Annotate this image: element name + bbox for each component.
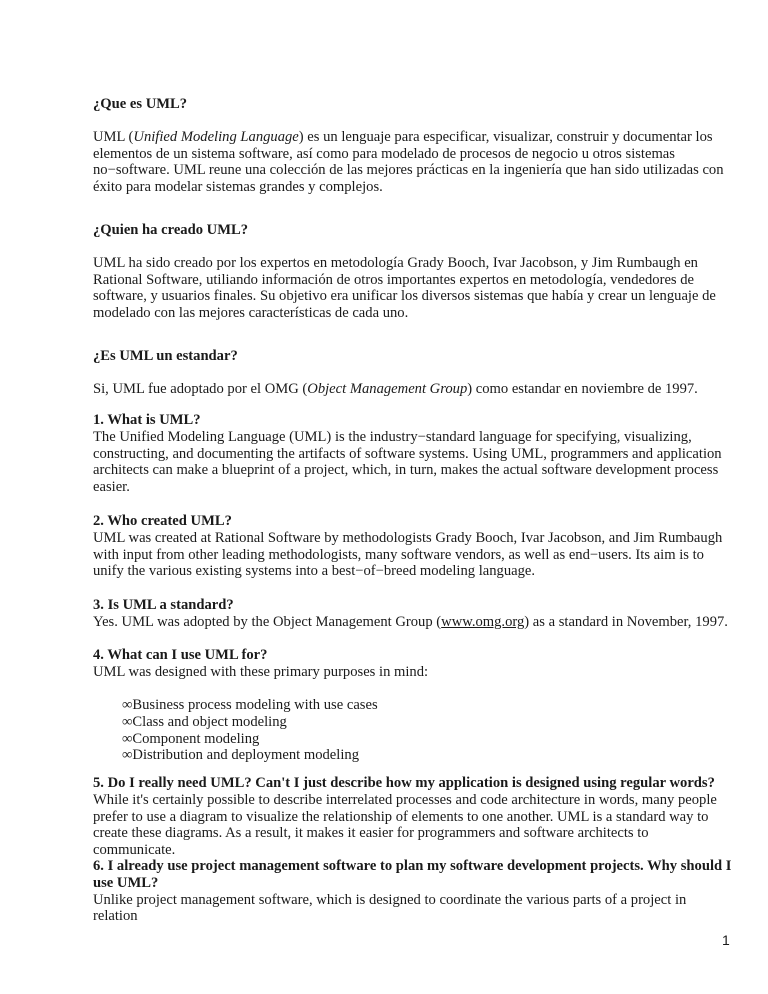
italic-term: Unified Modeling Language xyxy=(133,128,299,145)
body-text: ) as a standard in November, 1997. xyxy=(524,613,728,630)
infinity-bullet-icon: ∞ xyxy=(122,697,133,713)
infinity-bullet-icon: ∞ xyxy=(122,747,133,764)
section-heading: ¿Quien ha creado UML? xyxy=(93,222,248,238)
italic-term: Object Management Group xyxy=(307,380,468,397)
faq-heading: 2. Who created UML? xyxy=(93,513,232,529)
faq-item-5 xyxy=(93,775,733,859)
section-body xyxy=(93,129,733,196)
list-item xyxy=(122,714,378,731)
section-body xyxy=(93,381,733,398)
body-text: ) como estandar en noviembre de 1997. xyxy=(467,380,698,397)
faq-item-6 xyxy=(93,858,733,925)
faq-item-1 xyxy=(93,412,733,496)
bullet-list xyxy=(122,697,378,764)
faq-heading: 6. I already use project management software to plan my software development projects. Why should I use UML? xyxy=(93,858,732,891)
faq-item-3 xyxy=(93,597,733,631)
faq-heading: 5. Do I really need UML? Can't I just describe how my application is designed using regular words? xyxy=(93,775,715,791)
list-item-text: Class and object modeling xyxy=(132,713,287,730)
faq-heading: 3. Is UML a standard? xyxy=(93,597,234,613)
section-es-uml-estandar xyxy=(93,348,733,398)
section-que-es-uml xyxy=(93,96,733,196)
list-item xyxy=(122,747,378,764)
infinity-bullet-icon: ∞ xyxy=(122,730,133,747)
body-text: Si, UML fue adoptado por el OMG ( xyxy=(93,380,308,397)
body-text: Yes. UML was adopted by the Object Management Group ( xyxy=(93,613,442,630)
faq-item-2 xyxy=(93,513,733,580)
faq-body: The Unified Modeling Language (UML) is the industry−standard language for specifying, visualizing, constructing, and documenting the artifacts of software systems. Using UML, programmers and application architects can make a blueprint of a project, which, in turn, makes the actual software development process easier. xyxy=(93,428,722,496)
faq-heading: 1. What is UML? xyxy=(93,412,201,428)
section-heading: ¿Es UML un estandar? xyxy=(93,348,238,364)
faq-body: UML was created at Rational Software by methodologists Grady Booch, Ivar Jacobson, and Jim Rumbaugh with input from other leading methodologists, many software vendors, as well as end−users. Its aim is to unify the various existing systems into a best−of−breed modeling language. xyxy=(93,529,723,580)
omg-link[interactable]: www.omg.org xyxy=(441,613,525,630)
faq-body: While it's certainly possible to describe interrelated processes and code architecture in words, many people prefer to use a diagram to visualize the relationship of elements to one another. UML is a standard way to create these diagrams. As a result, it makes it easier for programmers and software architects to communicate. xyxy=(93,791,717,859)
list-item xyxy=(122,731,378,748)
body-text: UML ( xyxy=(93,128,134,145)
list-item-text: Distribution and deployment modeling xyxy=(132,747,359,764)
faq-heading: 4. What can I use UML for? xyxy=(93,647,268,663)
page-number: 1 xyxy=(722,932,730,948)
section-heading: ¿Que es UML? xyxy=(93,96,188,112)
infinity-bullet-icon: ∞ xyxy=(122,713,133,730)
section-body: UML ha sido creado por los expertos en metodología Grady Booch, Ivar Jacobson, y Jim Rumbaugh en Rational Software, utiliando información de otros importantes expertos en metodología, vendedores de software, y usuarios finales. Su objetivo era unificar los diversos sistemas que había y crear un lenguaje de modelado con las mejores características de cada uno. xyxy=(93,254,716,322)
list-item xyxy=(122,697,378,714)
body-text: ) es un lenguaje para especificar, visualizar, construir y documentar los elementos de un sistema software, así como para modelado de procesos de negocio u otros sistemas no−software. UML reune una colección de las mejores prácticas en la ingeniería que han sido utilizadas con éxito para modelar sistemas grandes y complejos. xyxy=(93,128,724,196)
faq-body: Unlike project management software, which is designed to coordinate the various parts of a project in relation xyxy=(93,891,687,925)
section-quien-ha-creado xyxy=(93,222,733,322)
list-item-text: Business process modeling with use cases xyxy=(132,697,378,713)
list-item-text: Component modeling xyxy=(132,730,260,747)
faq-body xyxy=(93,614,733,631)
faq-body: UML was designed with these primary purposes in mind: xyxy=(93,663,429,680)
faq-item-4 xyxy=(93,647,733,764)
